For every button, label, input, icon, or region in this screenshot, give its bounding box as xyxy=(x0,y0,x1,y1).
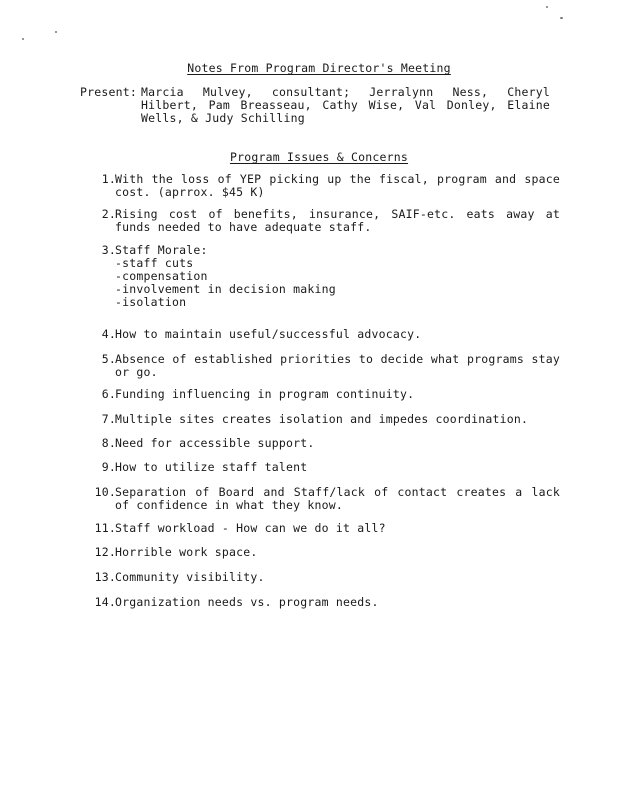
item-text: With the loss of YEP picking up the fiscal, program and space cost. (aprrox. $45 K) xyxy=(115,172,560,199)
item-number: 8. xyxy=(101,436,116,450)
scan-speck xyxy=(560,17,563,19)
item-text: Staff Morale: xyxy=(115,243,208,257)
list-item xyxy=(90,522,560,535)
item-number: 4. xyxy=(101,327,116,341)
list-item xyxy=(90,173,560,199)
item-text: Funding influencing in program continuity. xyxy=(115,387,415,401)
list-item xyxy=(90,388,560,401)
item-number: 9. xyxy=(101,460,116,474)
list-item xyxy=(90,546,560,559)
list-item xyxy=(90,353,560,379)
item-number: 1. xyxy=(101,172,116,186)
attendees-block xyxy=(80,86,550,125)
sub-list xyxy=(115,257,560,309)
item-number: 14. xyxy=(94,595,116,609)
list-item xyxy=(90,328,560,341)
item-number: 13. xyxy=(94,570,116,584)
item-text: Community visibility. xyxy=(115,570,265,584)
item-text: Need for accessible support. xyxy=(115,436,315,450)
item-text: Separation of Board and Staff/lack of contact creates a lack of confidence in what they know. xyxy=(115,485,560,512)
list-item xyxy=(90,208,560,234)
item-number: 3. xyxy=(101,243,116,257)
item-number: 11. xyxy=(94,521,116,535)
item-number: 6. xyxy=(101,387,116,401)
item-number: 12. xyxy=(94,545,116,559)
present-label: Present: xyxy=(80,85,137,99)
sub-item: -isolation xyxy=(115,295,187,309)
page-title: Notes From Program Director's Meeting xyxy=(187,61,451,75)
list-item xyxy=(90,486,560,512)
section-title: Program Issues & Concerns xyxy=(229,150,409,164)
item-number: 7. xyxy=(101,412,116,426)
item-text: Organization needs vs. program needs. xyxy=(115,595,379,609)
list-item xyxy=(90,413,560,426)
sub-item: -staff cuts xyxy=(115,256,194,270)
item-text: How to maintain useful/successful advocacy. xyxy=(115,327,422,341)
list-item xyxy=(90,461,560,474)
list-item xyxy=(90,596,560,609)
item-text: Multiple sites creates isolation and impedes coordination. xyxy=(115,412,529,426)
item-text: How to utilize staff talent xyxy=(115,460,308,474)
item-text: Staff workload - How can we do it all? xyxy=(115,521,386,535)
scan-speck xyxy=(55,31,57,33)
scan-speck xyxy=(22,38,24,40)
item-number: 2. xyxy=(101,207,116,221)
sub-item: -involvement in decision making xyxy=(115,282,336,296)
item-text: Absence of established priorities to decide what programs stay or go. xyxy=(115,352,560,379)
attendee-names: Marcia Mulvey, consultant; Jerralynn Ness, Cheryl Hilbert, Pam Breasseau, Cathy Wise, Val Donley, Elaine Wells, & Judy Schilling xyxy=(141,85,550,125)
sub-item: -compensation xyxy=(115,269,208,283)
item-text: Rising cost of benefits, insurance, SAIF-etc. eats away at funds needed to have adequate staff. xyxy=(115,207,560,234)
item-number: 10. xyxy=(94,485,116,499)
list-item xyxy=(90,437,560,450)
list-item xyxy=(90,571,560,584)
list-item xyxy=(90,244,560,309)
item-text: Horrible work space. xyxy=(115,545,258,559)
item-number: 5. xyxy=(101,352,116,366)
scan-speck xyxy=(546,6,548,8)
